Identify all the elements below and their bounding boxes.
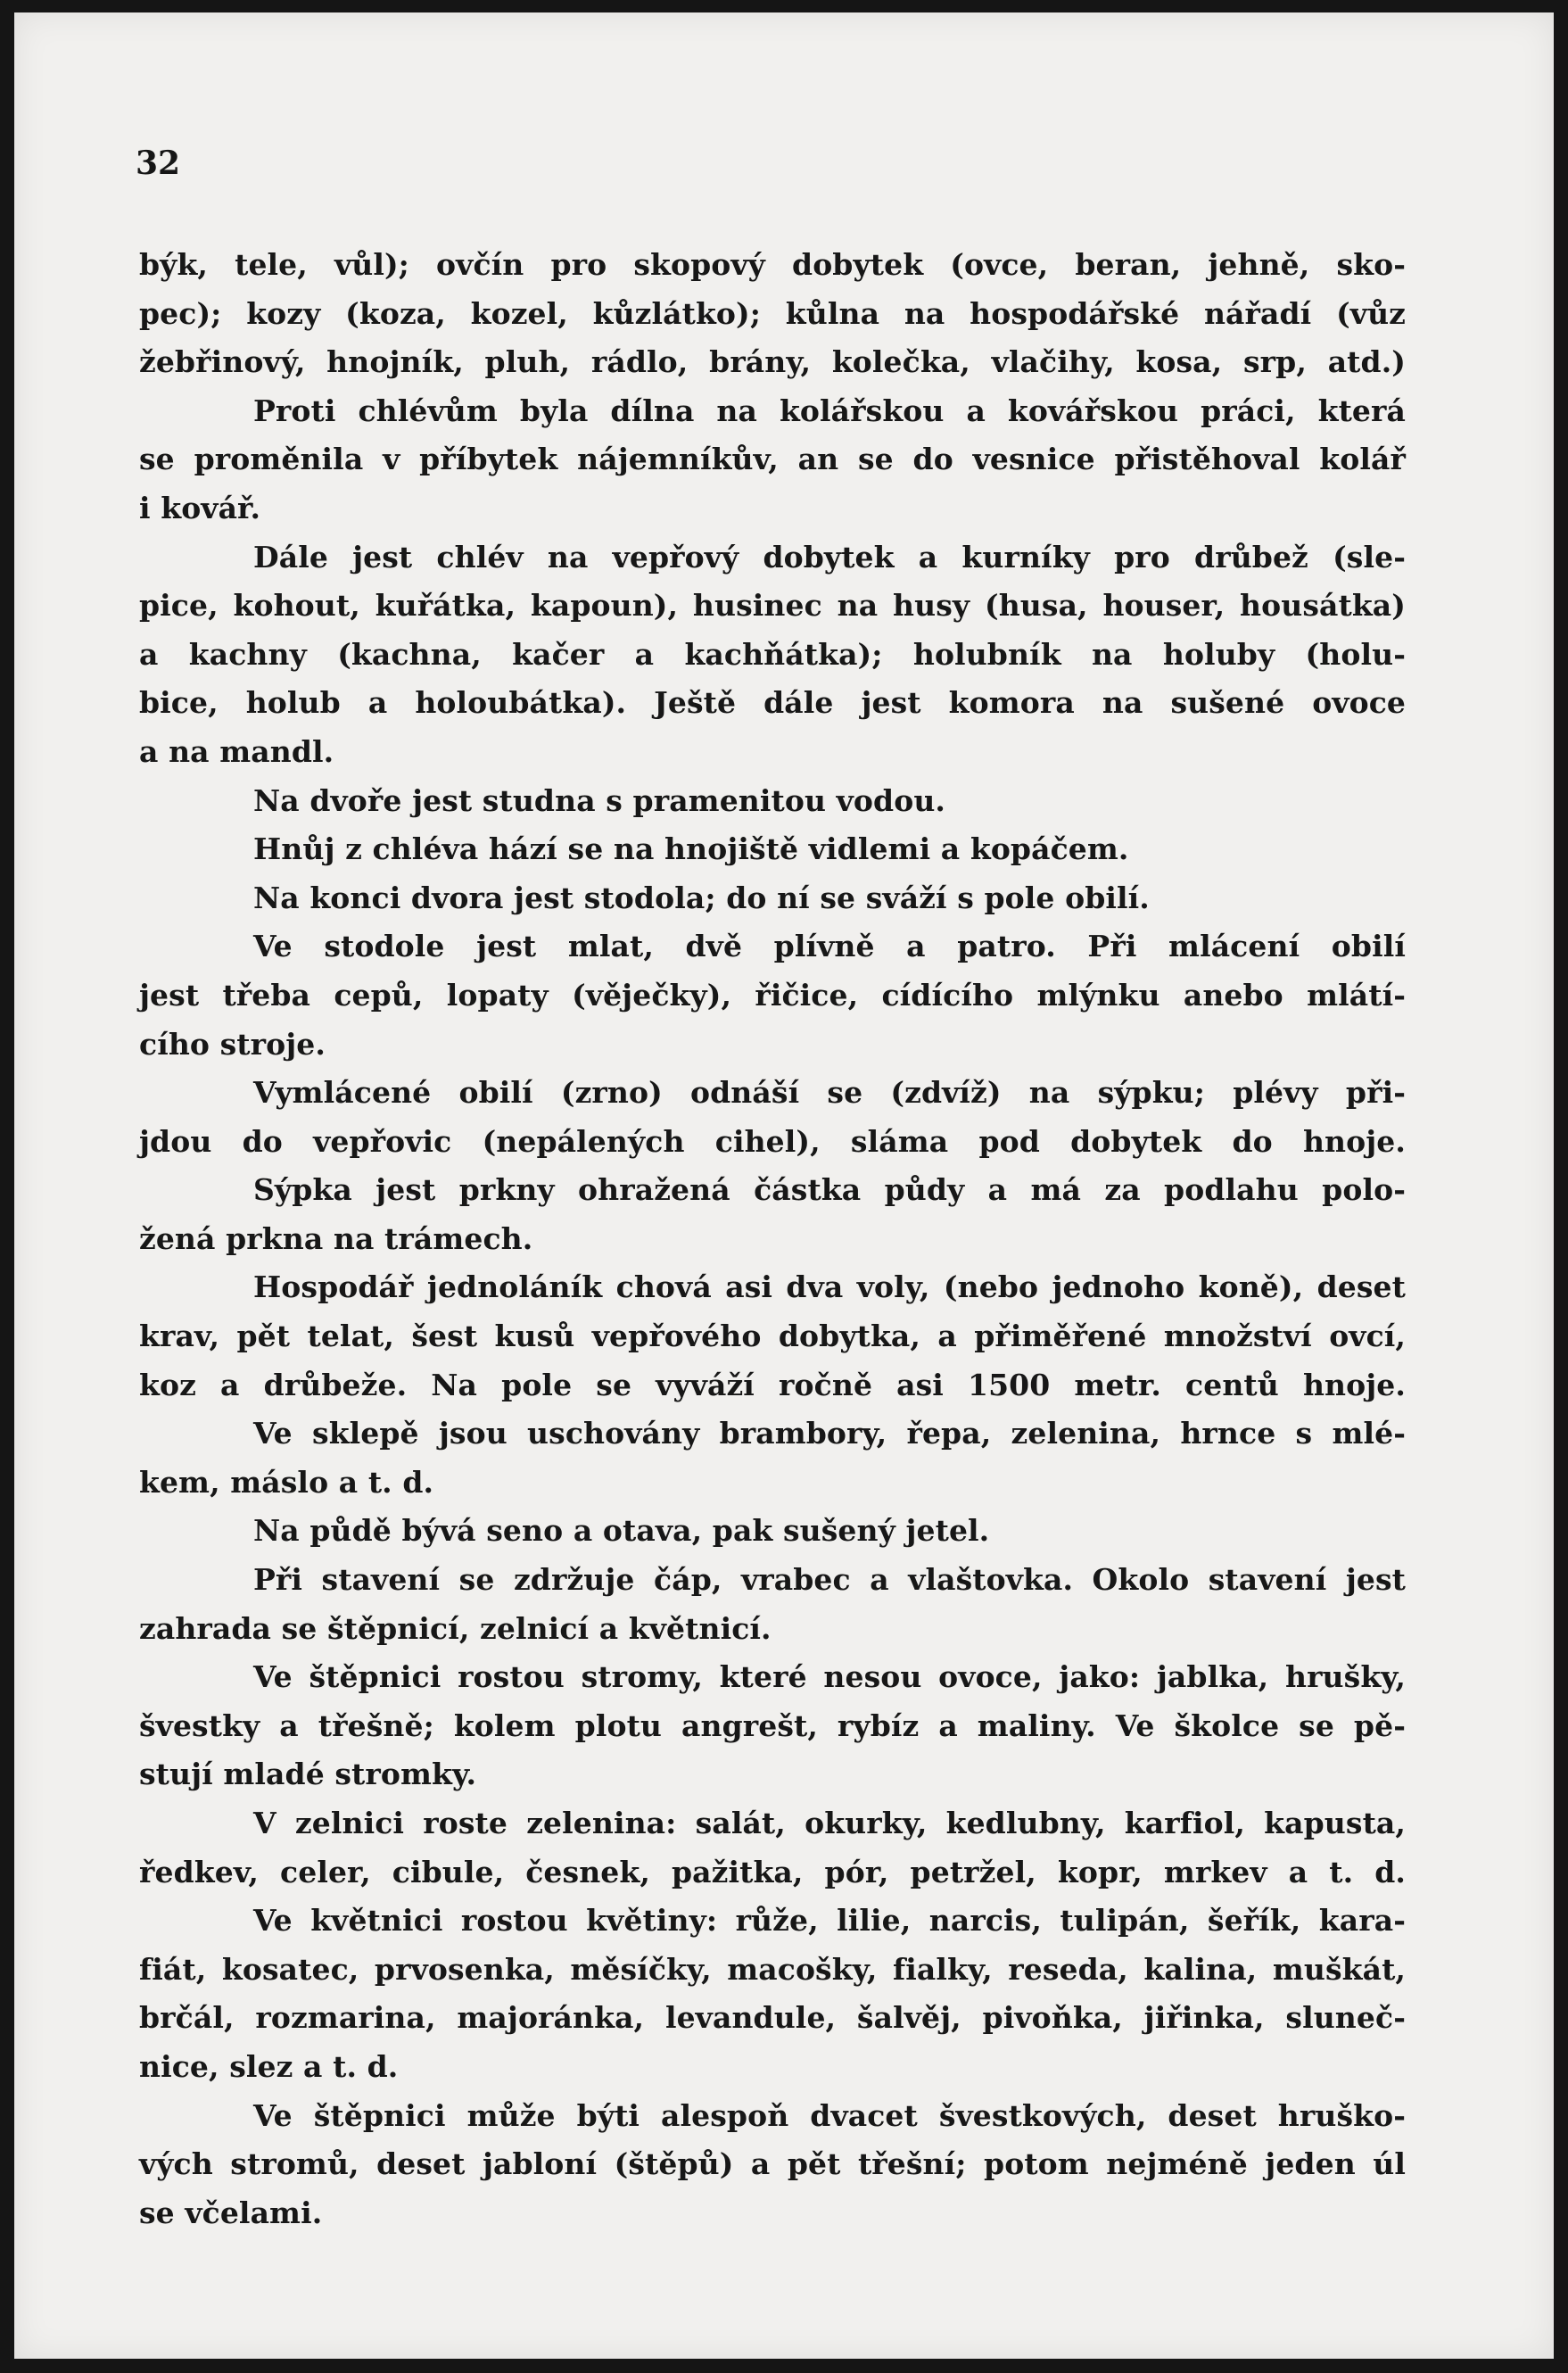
- text-line: jest třeba cepů, lopaty (věječky), řičice, cídícího mlýnku anebo mlátí-: [139, 977, 1406, 1013]
- text-line: stují mladé stromky.: [139, 1757, 477, 1792]
- text-line: jdou do vepřovic (nepálených cihel), sláma pod dobytek do hnoje.: [139, 1123, 1406, 1159]
- text-line: Ve květnici rostou květiny: růže, lilie, narcis, tulipán, šeřík, kara-: [253, 1903, 1406, 1939]
- text-line: brčál, rozmarina, majoránka, levandule, šalvěj, pivoňka, jiřinka, sluneč-: [139, 2000, 1406, 2036]
- text-line: Sýpka jest prkny ohražená částka půdy a má za podlahu polo-: [253, 1172, 1406, 1208]
- text-line: Ve sklepě jsou uschovány brambory, řepa, zelenina, hrnce s mlé-: [253, 1416, 1406, 1451]
- text-line: pec); kozy (koza, kozel, kůzlátko); kůlna na hospodářské nářadí (vůz: [139, 295, 1406, 331]
- text-line: i kovář.: [139, 490, 261, 525]
- text-line: koz a drůbeže. Na pole se vyváží ročně asi 1500 metr. centů hnoje.: [139, 1367, 1406, 1402]
- text-line: Při stavení se zdržuje čáp, vrabec a vlaštovka. Okolo stavení jest: [253, 1562, 1406, 1598]
- text-line: Vymlácené obilí (zrno) odnáší se (zdvíž) na sýpku; plévy při-: [253, 1075, 1406, 1111]
- text-line: žená prkna na trámech.: [139, 1220, 533, 1256]
- text-line: krav, pět telat, šest kusů vepřového dobytka, a přiměřené množství ovcí,: [139, 1319, 1406, 1354]
- body-text: [139, 241, 1406, 2237]
- text-line: bice, holub a holoubátka). Ještě dále jest komora na sušené ovoce: [139, 685, 1406, 721]
- book-page: [14, 12, 1554, 2359]
- text-line: nice, slez a t. d.: [139, 2048, 399, 2084]
- text-line: cího stroje.: [139, 1026, 326, 1062]
- text-line: kem, máslo a t. d.: [139, 1464, 434, 1500]
- text-line: Proti chlévům byla dílna na kolářskou a kovářskou práci, která: [253, 393, 1406, 428]
- text-line: zahrada se štěpnicí, zelnicí a květnicí.: [139, 1610, 772, 1646]
- text-line: pice, kohout, kuřátka, kapoun), husinec na husy (husa, houser, housátka): [139, 588, 1406, 624]
- text-line: se proměnila v příbytek nájemníkův, an se do vesnice přistěhoval kolář: [139, 442, 1406, 477]
- text-line: švestky a třešně; kolem plotu angrešt, rybíz a maliny. Ve školce se pě-: [139, 1707, 1406, 1743]
- text-line: fiát, kosatec, prvosenka, měsíčky, macošky, fialky, reseda, kalina, muškát,: [139, 1951, 1406, 1987]
- text-line: Ve štěpnici rostou stromy, které nesou ovoce, jako: jablka, hrušky,: [253, 1659, 1406, 1695]
- text-line: Na konci dvora jest stodola; do ní se sváží s pole obilí.: [253, 880, 1150, 915]
- text-line: Ve štěpnici může býti alespoň dvacet švestkových, deset hruško-: [253, 2097, 1406, 2133]
- text-line: Hnůj z chléva hází se na hnojiště vidlemi a kopáčem.: [253, 831, 1129, 867]
- text-line: Na dvoře jest studna s pramenitou vodou.: [253, 782, 946, 818]
- text-line: Ve stodole jest mlat, dvě plívně a patro. Při mlácení obilí: [253, 929, 1406, 964]
- text-line: a kachny (kachna, kačer a kachňátka); holubník na holuby (holu-: [139, 636, 1406, 672]
- text-line: Na půdě bývá seno a otava, pak sušený jetel.: [253, 1513, 990, 1549]
- text-line: žebřinový, hnojník, pluh, rádlo, brány, kolečka, vlačihy, kosa, srp, atd.): [139, 344, 1406, 380]
- text-line: Hospodář jednoláník chová asi dva voly, (nebo jednoho koně), deset: [253, 1269, 1406, 1305]
- text-line: ředkev, celer, cibule, česnek, pažitka, pór, petržel, kopr, mrkev a t. d.: [139, 1854, 1406, 1889]
- text-line: a na mandl.: [139, 733, 334, 769]
- text-line: V zelnici roste zelenina: salát, okurky, kedlubny, karfiol, kapusta,: [253, 1806, 1406, 1840]
- page-number: 32: [136, 145, 181, 182]
- text-line: býk, tele, vůl); ovčín pro skopový dobytek (ovce, beran, jehně, sko-: [139, 247, 1406, 282]
- text-line: vých stromů, deset jabloní (štěpů) a pět třešní; potom nejméně jeden úl: [139, 2146, 1406, 2182]
- text-line: se včelami.: [139, 2195, 323, 2230]
- text-line: Dále jest chlév na vepřový dobytek a kurníky pro drůbež (sle-: [253, 539, 1406, 575]
